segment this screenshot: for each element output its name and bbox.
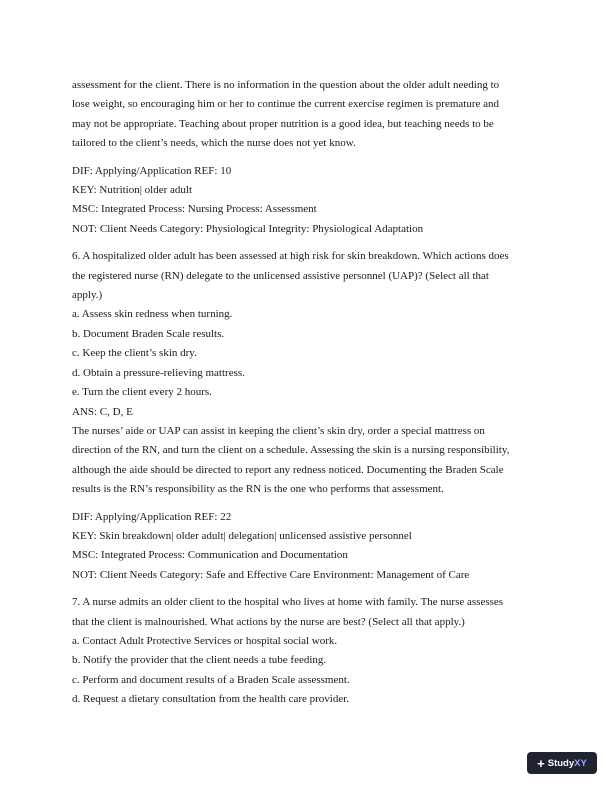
brand-main: Study — [547, 757, 575, 769]
msc-line: MSC: Integrated Process: Communication and Documentation — [72, 549, 348, 562]
option-d: d. Obtain a pressure-relieving mattress. — [72, 366, 245, 379]
option-a: a. Assess skin redness when turning. — [72, 308, 233, 321]
question-stem: 6. A hospitalized older adult has been assessed at high risk for skin breakdown. Which actions does — [72, 250, 509, 263]
dif-line: DIF: Applying/Application REF: 22 — [72, 510, 232, 523]
option-b: b. Notify the provider that the client needs a tube feeding. — [72, 654, 327, 667]
brand-accent: XY — [574, 757, 587, 769]
not-line: NOT: Client Needs Category: Safe and Effective Care Environment: Management of Care — [72, 568, 470, 581]
option-e: e. Turn the client every 2 hours. — [72, 386, 212, 399]
text-line: assessment for the client. There is no information in the question about the older adult needing to — [72, 79, 500, 91]
question-6 — [72, 247, 540, 499]
meta-q5 — [72, 162, 540, 240]
msc-line: MSC: Integrated Process: Nursing Process: Assessment — [72, 203, 317, 216]
text-line: lose weight, so encouraging him or her to continue the current exercise regimen is premature and — [72, 98, 500, 111]
rationale-q5 — [72, 76, 540, 154]
rationale-line: results is the RN’s responsibility as the RN is the one who performs that assessment. — [72, 483, 444, 496]
document-page — [72, 76, 540, 710]
option-b: b. Document Braden Scale results. — [72, 327, 225, 340]
rationale-line: direction of the RN, and turn the client on a schedule. Assessing the skin is a nursing responsibility, — [72, 444, 510, 457]
dif-line: DIF: Applying/Application REF: 10 — [72, 164, 232, 177]
question-stem: the registered nurse (RN) delegate to the unlicensed assistive personnel (UAP)? (Select all that — [72, 269, 489, 282]
meta-q6 — [72, 508, 540, 586]
text-line: tailored to the client’s needs, which the nurse does not yet know. — [72, 137, 356, 150]
question-stem: apply.) — [72, 289, 103, 302]
option-a: a. Contact Adult Protective Services or hospital social work. — [72, 634, 338, 647]
not-line: NOT: Client Needs Category: Physiological Integrity: Physiological Adaptation — [72, 222, 424, 235]
key-line: KEY: Skin breakdown| older adult| delegation| unlicensed assistive personnel — [72, 529, 412, 542]
plus-icon: + — [537, 755, 545, 771]
rationale-line: The nurses’ aide or UAP can assist in keeping the client’s skin dry, order a special mattress on — [72, 424, 485, 437]
text-line: may not be appropriate. Teaching about proper nutrition is a good idea, but teaching needs to be — [72, 117, 494, 130]
question-7 — [72, 593, 540, 709]
studyxy-watermark[interactable] — [527, 752, 597, 774]
key-line: KEY: Nutrition| older adult — [72, 184, 193, 197]
option-d: d. Request a dietary consultation from the health care provider. — [72, 693, 350, 706]
rationale-line: although the aide should be directed to report any redness noticed. Documenting the Braden Scale — [72, 463, 504, 476]
option-c: c. Keep the client’s skin dry. — [72, 347, 197, 360]
answer-line: ANS: C, D, E — [72, 405, 133, 418]
option-c: c. Perform and document results of a Braden Scale assessment. — [72, 673, 350, 686]
question-stem: that the client is malnourished. What actions by the nurse are best? (Select all that apply.) — [72, 615, 465, 628]
question-stem: 7. A nurse admits an older client to the hospital who lives at home with family. The nurse assesses — [72, 596, 504, 609]
